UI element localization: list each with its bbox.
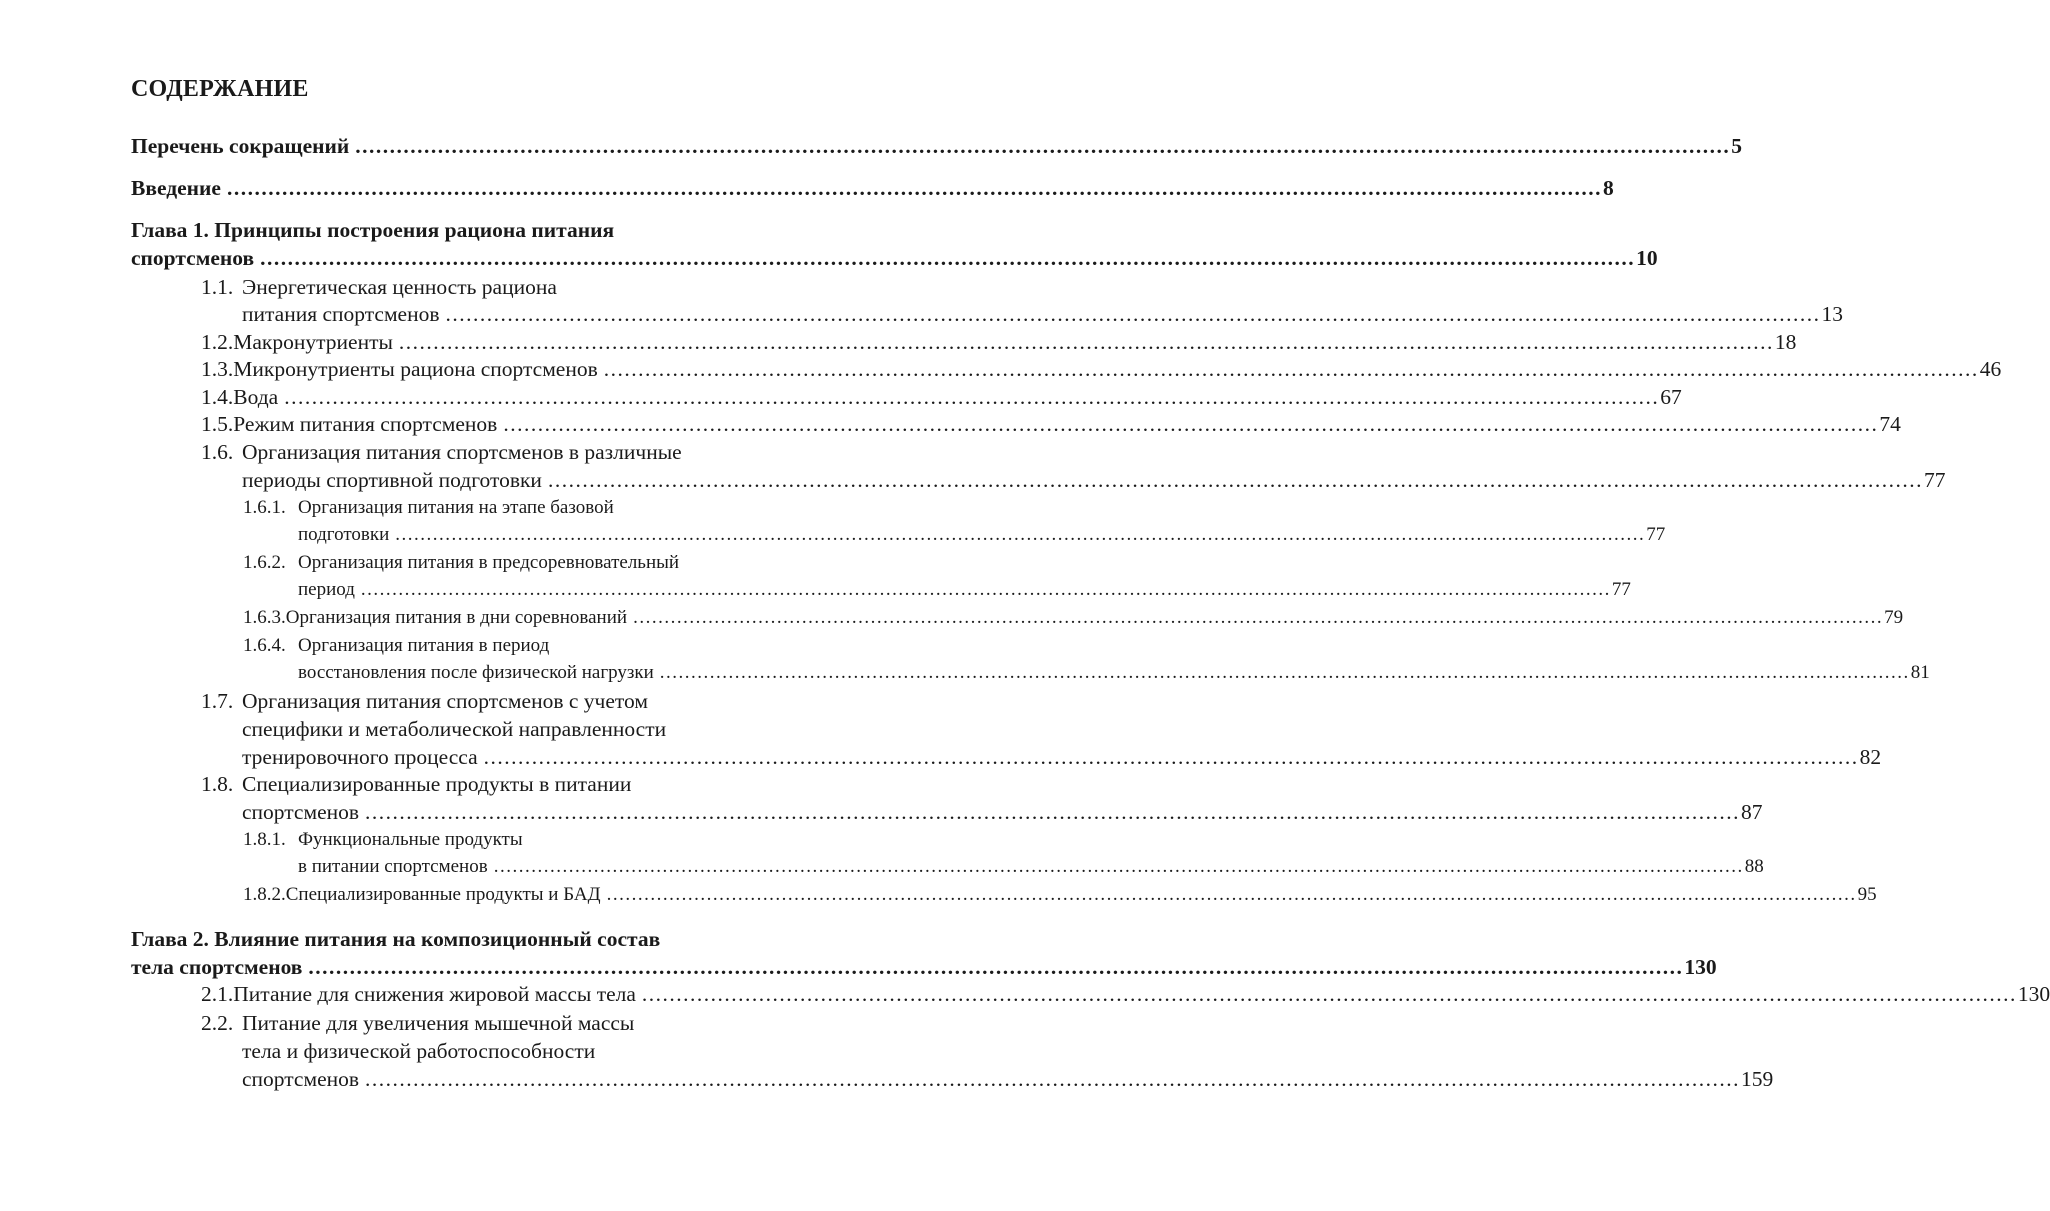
toc-leader-dots: ........................................................................................................................................................................................................	[260, 246, 1636, 270]
toc-entry-title: Специализированные продукты в питании	[242, 772, 632, 796]
toc-leader-dots: ........................................................................................................................................................................................................	[493, 856, 1744, 877]
toc-entry-title: Введение	[131, 176, 221, 200]
toc-page-number: 159	[1741, 1067, 1774, 1091]
toc-entry-title: питания спортсменов	[242, 302, 440, 326]
toc-page-number: 77	[1646, 524, 1666, 545]
toc-entry-title: в питании спортсменов	[298, 856, 488, 877]
toc-entry-title: тела и физической работоспособности	[242, 1039, 596, 1063]
toc-page-number: 8	[1602, 176, 1614, 200]
toc-leader-dots: ........................................................................................................................................................................................................	[659, 662, 1910, 683]
toc-leader-dots: ........................................................................................................................................................................................................	[547, 468, 1923, 492]
toc-page-number: 88	[1744, 856, 1764, 877]
toc-entry-title: Вода	[233, 385, 279, 409]
toc-leader-dots: ........................................................................................................................................................................................................	[365, 1067, 1741, 1091]
toc-entry-title: Специализированные продукты и БАД	[285, 884, 601, 905]
toc-entry-title: подготовки	[298, 524, 390, 545]
toc-entry-number: 1.6.2.	[243, 552, 286, 573]
toc-entry-number: 1.3.	[201, 357, 234, 381]
toc-entry-title: Микронутриенты рациона спортсменов	[233, 357, 598, 381]
toc-entry-title: Организация питания в период	[298, 635, 550, 656]
toc-leader-dots: ........................................................................................................................................................................................................	[483, 745, 1859, 769]
toc-page-number: 79	[1884, 607, 1904, 628]
toc-entry-number: 1.1.	[201, 275, 234, 299]
toc-entry-number: 1.6.1.	[243, 497, 286, 518]
toc-entry-number: 2.2.	[201, 1011, 234, 1035]
toc-page-number: 18	[1774, 330, 1797, 354]
toc-leader-dots: ........................................................................................................................................................................................................	[355, 134, 1731, 158]
toc-leader-dots: ........................................................................................................................................................................................................	[360, 579, 1611, 600]
toc-entry-title: спортсменов	[242, 1067, 360, 1091]
toc-page-number: 74	[1879, 412, 1901, 436]
toc-entry-number: 1.6.	[201, 440, 234, 464]
toc-entry-title: Макронутриенты	[233, 330, 393, 354]
toc-leader-dots: ........................................................................................................................................................................................................	[395, 524, 1646, 545]
toc-page-number: 46	[1979, 357, 2002, 381]
toc-leader-dots: ........................................................................................................................................................................................................	[503, 412, 1879, 436]
toc-leader-dots: ........................................................................................................................................................................................................	[603, 357, 1979, 381]
toc-leader-dots: ........................................................................................................................................................................................................	[226, 176, 1602, 200]
toc-entry-title: периоды спортивной подготовки	[242, 468, 542, 492]
toc-entry-title: Глава 1. Принципы построения рациона питания	[131, 218, 615, 242]
toc-entry-number: 1.8.2.	[243, 884, 286, 905]
toc-entry-title: Организация питания спортсменов в различные	[242, 440, 682, 464]
toc-page-number: 13	[1821, 302, 1844, 326]
toc-entry-title: Функциональные продукты	[298, 829, 523, 850]
toc-leader-dots: ........................................................................................................................................................................................................	[365, 800, 1741, 824]
toc-entry-title: Перечень сокращений	[131, 134, 350, 158]
toc-leader-dots: ........................................................................................................................................................................................................	[284, 385, 1660, 409]
toc-page-number: 10	[1636, 246, 1658, 270]
toc-entry-number: 1.6.4.	[243, 635, 286, 656]
toc-page-number: 130	[2017, 982, 2050, 1006]
toc-page-number: 77	[1611, 579, 1631, 600]
toc-entry-title: Питание для снижения жировой массы тела	[233, 982, 636, 1006]
toc-entry-title: спортсменов	[131, 246, 255, 270]
toc-entry-title: Энергетическая ценность рациона	[242, 275, 557, 299]
toc-leader-dots: ........................................................................................................................................................................................................	[308, 955, 1684, 979]
toc-entry-title: тренировочного процесса	[242, 745, 478, 769]
toc-page-number: 77	[1923, 468, 1946, 492]
toc-entry-number: 1.5.	[201, 412, 234, 436]
toc-entry-title: период	[298, 579, 355, 600]
toc-entry-number: 1.8.1.	[243, 829, 286, 850]
toc-entry-number: 1.4.	[201, 385, 234, 409]
toc-leader-dots: ........................................................................................................................................................................................................	[606, 884, 1857, 905]
toc-entry-title: спортсменов	[242, 800, 360, 824]
toc-entry-title: специфики и метаболической направленности	[242, 717, 667, 741]
toc-heading: СОДЕРЖАНИЕ	[131, 76, 309, 102]
toc-entry-number: 2.1.	[201, 982, 234, 1006]
toc-entry-number: 1.7.	[201, 689, 234, 713]
toc-leader-dots: ........................................................................................................................................................................................................	[398, 330, 1774, 354]
toc-entry-title: Организация питания в дни соревнований	[285, 607, 628, 628]
toc-entry-number: 1.6.3.	[243, 607, 286, 628]
toc-leader-dots: ........................................................................................................................................................................................................	[633, 607, 1884, 628]
toc-entry-title: восстановления после физической нагрузки	[298, 662, 654, 683]
toc-page-number: 81	[1910, 662, 1930, 683]
toc-entry-number: 1.8.	[201, 772, 234, 796]
toc-entry-title: Организация питания на этапе базовой	[298, 497, 614, 518]
toc-page-number: 87	[1741, 800, 1763, 824]
toc-page-number: 67	[1660, 385, 1682, 409]
toc-leader-dots: ........................................................................................................................................................................................................	[641, 982, 2017, 1006]
toc-entry-title: Глава 2. Влияние питания на композиционный состав	[131, 927, 661, 951]
toc-entry-title: тела спортсменов	[131, 955, 303, 979]
toc-entry-title: Питание для увеличения мышечной массы	[242, 1011, 635, 1035]
toc-entry-title: Режим питания спортсменов	[233, 412, 498, 436]
toc-entry-number: 1.2.	[201, 330, 234, 354]
toc-page-number: 82	[1859, 745, 1882, 769]
toc-page-number: 130	[1684, 955, 1717, 979]
toc-page-number: 95	[1857, 884, 1877, 905]
toc-entry-title: Организация питания спортсменов с учетом	[242, 689, 648, 713]
toc-page-number: 5	[1731, 134, 1743, 158]
toc-entry-title: Организация питания в предсоревновательный	[298, 552, 680, 573]
toc-leader-dots: ........................................................................................................................................................................................................	[445, 302, 1821, 326]
